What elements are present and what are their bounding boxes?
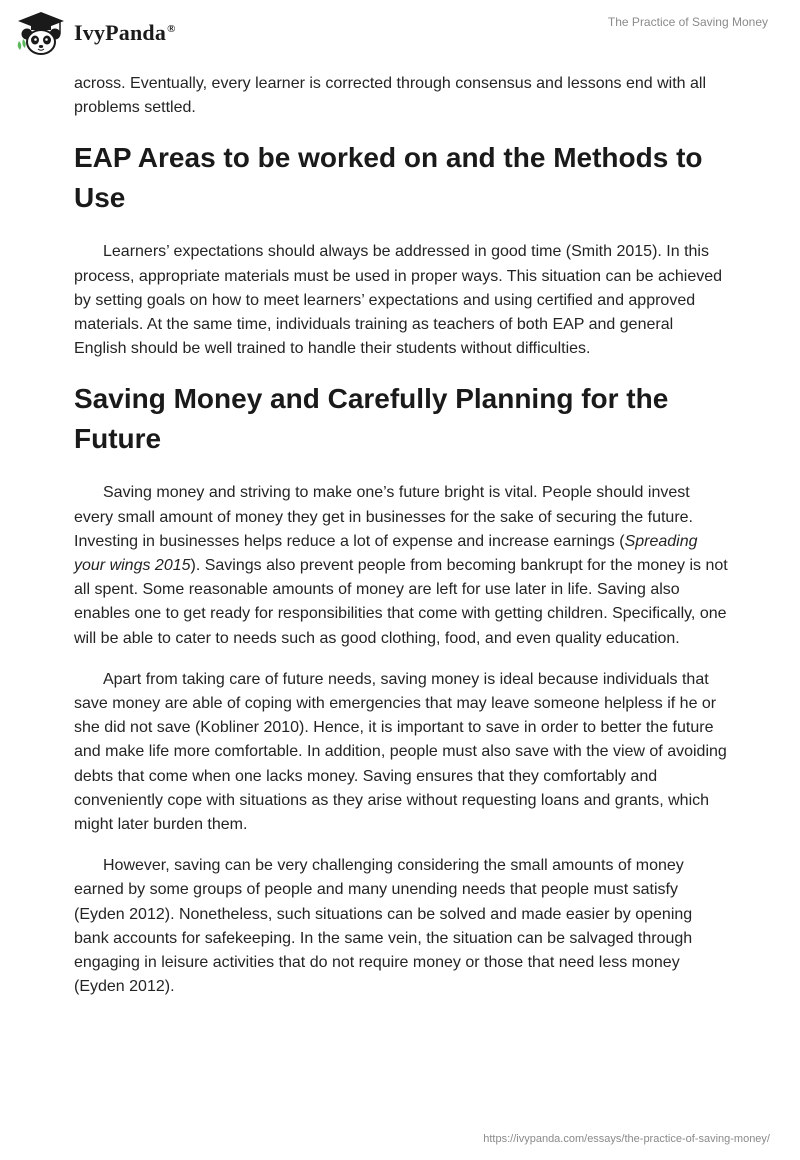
registered-mark: ® [167,22,176,35]
panda-graduate-icon [14,10,68,56]
paragraph-saving-1 [74,481,728,650]
paragraph-text: Saving money and striving to make one’s future bright is vital. People should invest every small amount of money they get in businesses for the sake of securing the future. Investing in businesses helps reduce a lot of expense and increase earnings ( [74,484,693,550]
paragraph-text: ). Savings also prevent people from becoming bankrupt for the money is not all spent. Some reasonable amounts of money are left for use later in life. Saving also enables one to get ready for responsibilities that come with getting children. Specifically, one will be able to cater to needs such as good clothing, food, and even quality education. [74,557,728,647]
paragraph-saving-2: Apart from taking care of future needs, saving money is ideal because individuals that save money are able of coping with emergencies that may leave someone helpless if he or she did not save (Kobliner 2010). Hence, it is important to save in order to better the future and make life more comfortable. In addition, people must also save with the view of avoiding debts that come when one lacks money. Saving ensures that they comfortably and conveniently cope with situations as they arise without requesting loans and grants, which might later burden them. [74,670,727,834]
paragraph-saving-3: However, saving can be very challenging considering the small amounts of money earned by some groups of people and many unending needs that people must satisfy (Eyden 2012). Nonetheless, such situations can be solved and made easier by opening bank accounts for safekeeping. In the same vein, the situation can be salvaged through engaging in leisure activities that do not require money or those that need less money (Eyden 2012). [74,857,693,996]
paragraph-eap: Learners’ expectations should always be addressed in good time (Smith 2015). In this process, appropriate materials must be used in proper ways. This situation can be achieved by setting goals on how to meet learners’ expectations and using certified and approved materials. At the same time, individuals training as teachers of both EAP and general English should be well trained to handle their students without difficulties. [74,243,723,358]
essay-content [74,72,728,1016]
brand-name: IvyPanda® [74,20,176,45]
section-heading-eap: EAP Areas to be worked on and the Methods to Use [74,142,703,214]
ivypanda-logo[interactable] [14,10,176,56]
intro-paragraph: across. Eventually, every learner is corrected through consensus and lessons end with all problems settled. [74,75,707,117]
page-header [0,0,800,70]
section-heading-saving-money: Saving Money and Carefully Planning for the Future [74,383,669,455]
document-title: The Practice of Saving Money [607,15,768,29]
citation-italic: Spreading your wings 2015 [74,532,698,575]
footer-url[interactable]: https://ivypanda.com/essays/the-practice-of-saving-money/ [483,1133,770,1145]
